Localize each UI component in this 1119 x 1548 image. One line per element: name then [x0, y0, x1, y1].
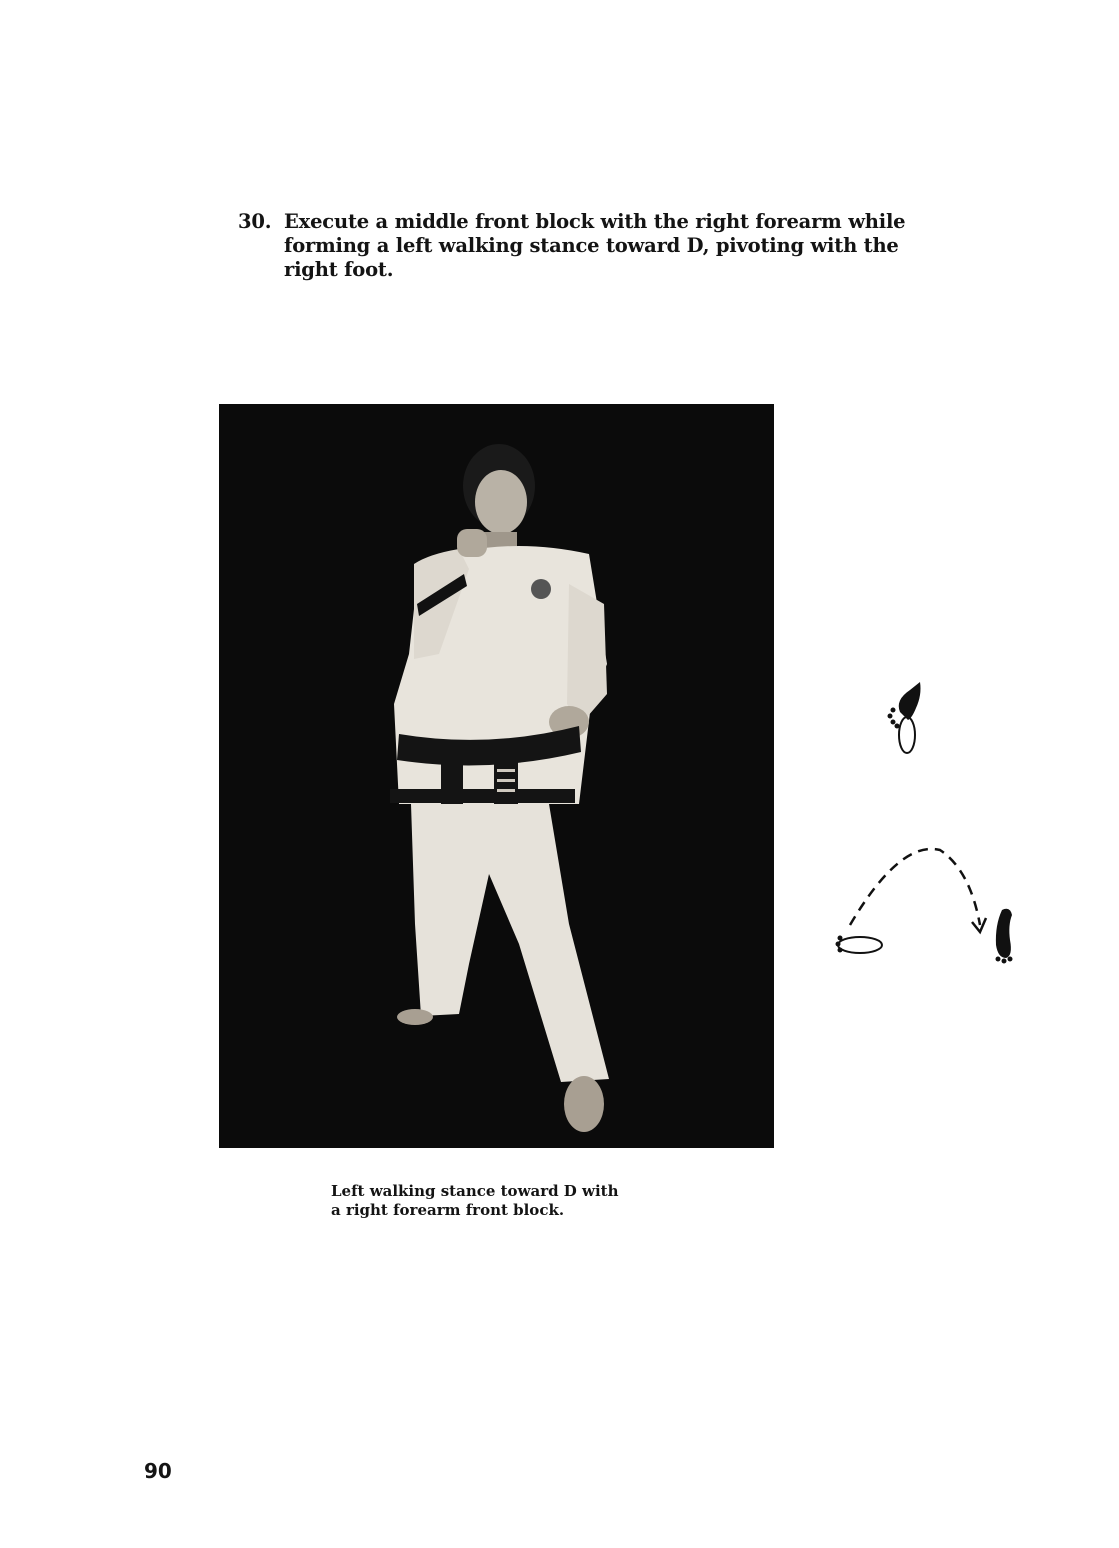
- footstep-diagram-icon: [830, 670, 1030, 970]
- photo-illustration: [219, 404, 774, 1148]
- step-text-line: right foot.: [284, 258, 394, 281]
- instruction-step: [238, 210, 928, 282]
- right-foot-filled-icon: [996, 909, 1013, 964]
- photo-caption: [331, 1182, 711, 1220]
- caption-line: a right forearm front block.: [331, 1201, 565, 1219]
- step-text-line: Execute a middle front block with the right forearm while: [284, 210, 906, 233]
- page-number: 90: [144, 1459, 172, 1483]
- movement-path: [850, 849, 980, 925]
- caption-line: Left walking stance toward D with: [331, 1182, 619, 1200]
- martial-artist-photo: [219, 404, 774, 1148]
- step-text-line: forming a left walking stance toward D, pivoting with the: [284, 234, 899, 257]
- left-foot-outline-icon: [836, 936, 883, 954]
- step-text: [284, 210, 928, 282]
- step-number: 30.: [238, 210, 272, 233]
- right-foot-outline-icon: [888, 682, 921, 753]
